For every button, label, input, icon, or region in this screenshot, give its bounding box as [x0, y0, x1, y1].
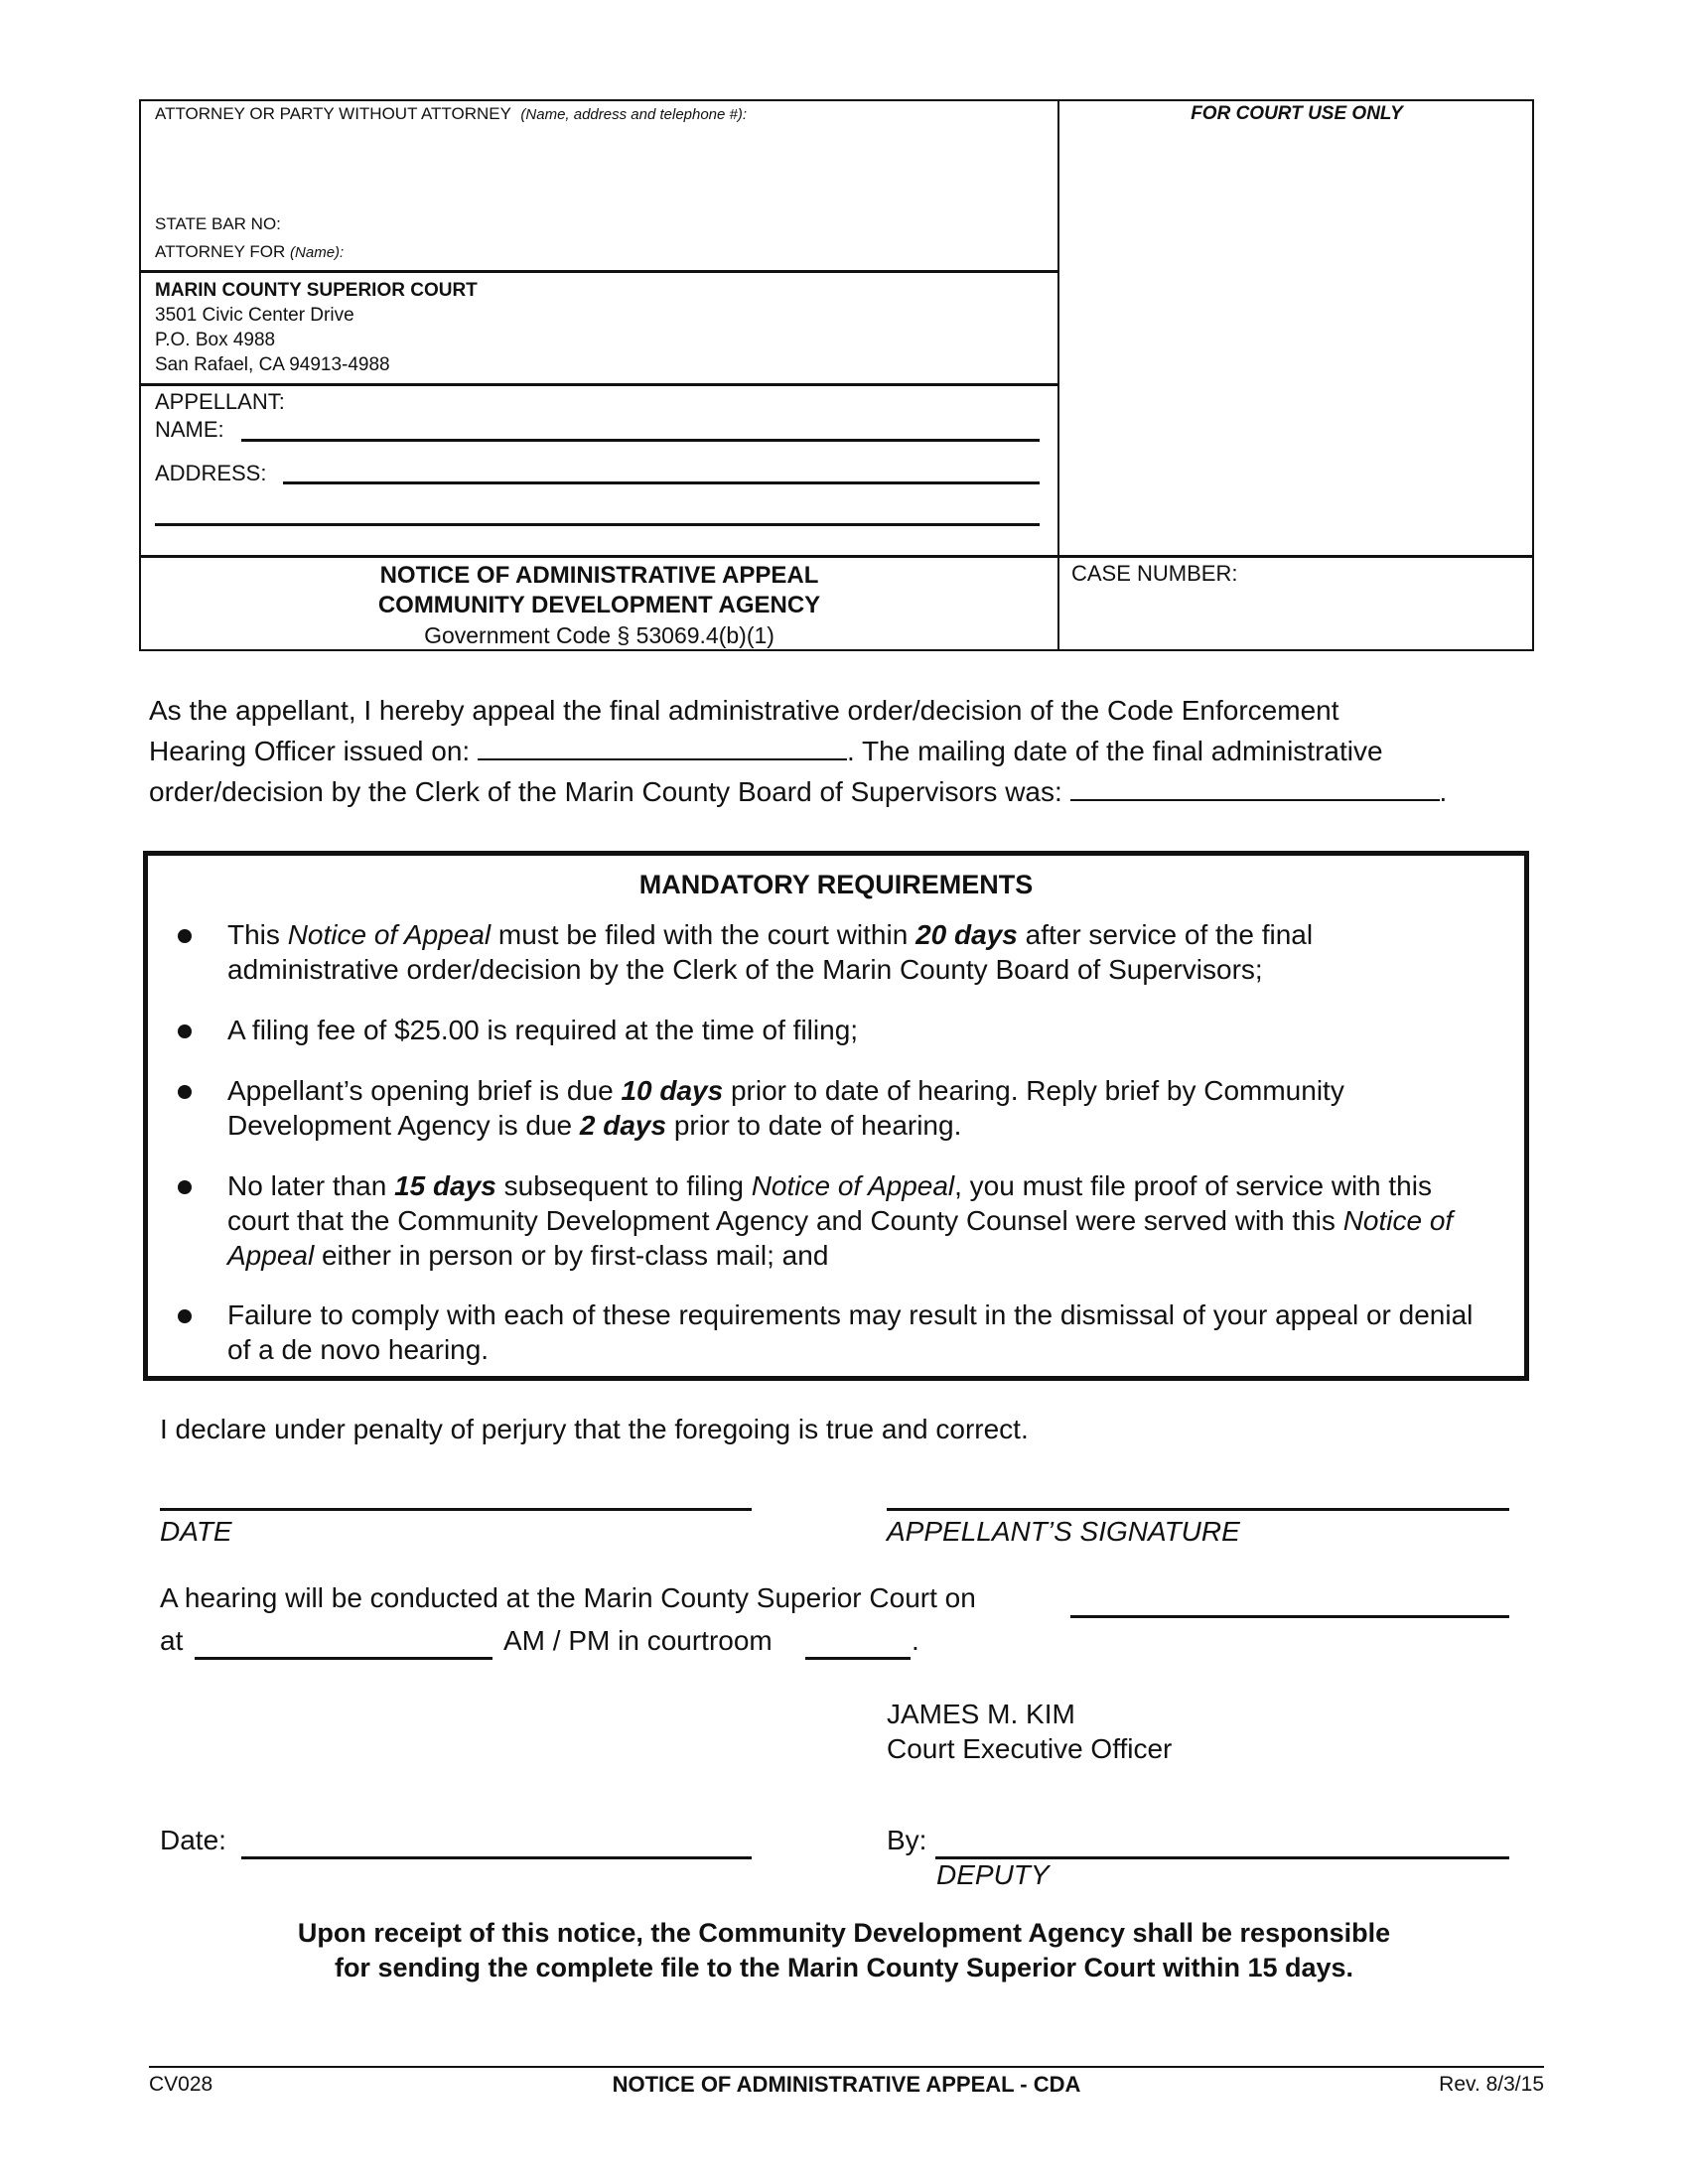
form-title-line2: COMMUNITY DEVELOPMENT AGENCY	[377, 592, 821, 618]
appeal-line1: As the appellant, I hereby appeal the final administrative order/decision of the Code Enforcement	[149, 695, 1339, 726]
requirement-text: Appellant’s opening brief is due 10 days prior to date of hearing. Reply brief by Community Development Agency is due 2 days prior to date of hearing.	[227, 1075, 1344, 1141]
form-title-block	[141, 561, 1057, 650]
court-address-block	[155, 278, 478, 377]
caption-box	[139, 99, 1534, 651]
case-number-label: CASE NUMBER:	[1071, 561, 1238, 586]
state-bar-label: STATE BAR NO:	[155, 214, 281, 233]
form-title-line1: NOTICE OF ADMINISTRATIVE APPEAL	[379, 562, 819, 589]
officer-date-label: Date:	[160, 1825, 226, 1855]
appeal-line3	[149, 771, 1549, 812]
hearing-date-field[interactable]	[1070, 1615, 1509, 1618]
appellant-signature-field[interactable]	[887, 1508, 1509, 1511]
appellant-name-field[interactable]	[241, 439, 1040, 442]
court-name: MARIN COUNTY SUPERIOR COURT	[155, 280, 478, 301]
courtroom-field[interactable]	[805, 1657, 911, 1660]
issued-on-field[interactable]	[478, 731, 847, 760]
hearing-ampm-label: AM / PM in courtroom	[503, 1625, 773, 1656]
issued-on-label: Hearing Officer issued on:	[149, 736, 471, 766]
appeal-text: . The mailing date of the final administrative	[846, 736, 1383, 766]
requirement-text: This Notice of Appeal must be filed with the court within 20 days after service of the final administrative order/decision by the Clerk of the Marin County Board of Supervisors;	[227, 919, 1314, 985]
bullet-icon	[178, 1309, 192, 1323]
cda-notice-line2: for sending the complete file to the Marin County Superior Court within 15 days.	[334, 1953, 1354, 1982]
court-address-line: 3501 Civic Center Drive	[155, 305, 354, 326]
requirement-text: No later than 15 days subsequent to filing Notice of Appeal, you must file proof of service with this court that the Community Development Agency and County Counsel were served with this Notice of Appeal either in person or by first-class mail; and	[227, 1170, 1454, 1271]
bullet-icon	[178, 929, 192, 943]
attorney-for-hint: (Name):	[290, 244, 345, 261]
court-address-line: San Rafael, CA 94913-4988	[155, 354, 390, 375]
section-divider	[141, 383, 1057, 386]
mailing-date-field[interactable]	[1070, 771, 1440, 801]
deputy-label: DEPUTY	[936, 1859, 1050, 1890]
declaration-date-label: DATE	[160, 1516, 232, 1547]
requirement-item	[178, 1013, 1488, 1047]
officer-date-field[interactable]	[241, 1856, 752, 1859]
appeal-paragraph	[149, 691, 1549, 812]
appellant-heading: APPELLANT:	[155, 389, 285, 414]
section-divider	[141, 270, 1057, 273]
requirement-item	[178, 1073, 1488, 1143]
officer-title: Court Executive Officer	[887, 1733, 1173, 1764]
bullet-icon	[178, 1180, 192, 1194]
requirements-title: MANDATORY REQUIREMENTS	[638, 870, 1034, 899]
requirements-box	[143, 851, 1529, 1381]
cda-notice	[139, 1916, 1549, 1985]
footer-title: NOTICE OF ADMINISTRATIVE APPEAL - CDA	[612, 2072, 1081, 2097]
form-revision: Rev. 8/3/15	[1439, 2073, 1544, 2096]
attorney-for-row	[155, 242, 344, 262]
section-divider	[141, 555, 1532, 558]
hearing-time-field[interactable]	[195, 1657, 492, 1660]
attorney-hint: (Name, address and telephone #):	[520, 106, 748, 123]
court-use-area	[1059, 131, 1534, 552]
form-statute: Government Code § 53069.4(b)(1)	[424, 622, 774, 648]
attorney-for-label: ATTORNEY FOR	[155, 242, 286, 261]
attorney-label: ATTORNEY OR PARTY WITHOUT ATTORNEY	[155, 104, 511, 123]
attorney-label-row	[155, 104, 747, 124]
hearing-at-label: at	[160, 1625, 184, 1656]
bullet-icon	[178, 1085, 192, 1099]
requirement-text: A filing fee of $25.00 is required at the time of filing;	[227, 1015, 859, 1045]
mailing-date-label: order/decision by the Clerk of the Marin County Board of Supervisors was:	[149, 776, 1062, 807]
declaration-text: I declare under penalty of perjury that the foregoing is true and correct.	[160, 1414, 1029, 1444]
appellant-signature-label: APPELLANT’S SIGNATURE	[887, 1516, 1240, 1547]
attorney-field[interactable]	[155, 129, 1039, 208]
appeal-period: .	[1439, 776, 1448, 807]
appellant-name-label: NAME:	[155, 417, 224, 442]
bullet-icon	[178, 1024, 192, 1038]
appellant-address-line2-field[interactable]	[155, 523, 1040, 526]
appellant-address-field[interactable]	[283, 481, 1040, 484]
cda-notice-line1: Upon receipt of this notice, the Community Development Agency shall be responsible	[297, 1918, 1391, 1948]
case-number-field[interactable]	[1071, 592, 1518, 639]
requirement-item	[178, 917, 1488, 987]
appeal-line2	[149, 731, 1549, 771]
appellant-address-label: ADDRESS:	[155, 461, 267, 485]
form-id: CV028	[149, 2073, 213, 2096]
court-use-label: FOR COURT USE ONLY	[1191, 103, 1403, 124]
footer-rule	[149, 2066, 1544, 2068]
requirement-item	[178, 1168, 1488, 1273]
officer-name: JAMES M. KIM	[887, 1699, 1075, 1729]
court-address-line: P.O. Box 4988	[155, 330, 276, 350]
hearing-period: .	[912, 1625, 919, 1656]
requirement-text: Failure to comply with each of these requirements may result in the dismissal of your appeal or denial of a de novo hearing.	[227, 1299, 1474, 1365]
declaration-date-field[interactable]	[160, 1508, 752, 1511]
requirement-item	[178, 1297, 1488, 1367]
hearing-text: A hearing will be conducted at the Marin County Superior Court on	[160, 1582, 976, 1613]
by-label: By:	[887, 1825, 927, 1855]
